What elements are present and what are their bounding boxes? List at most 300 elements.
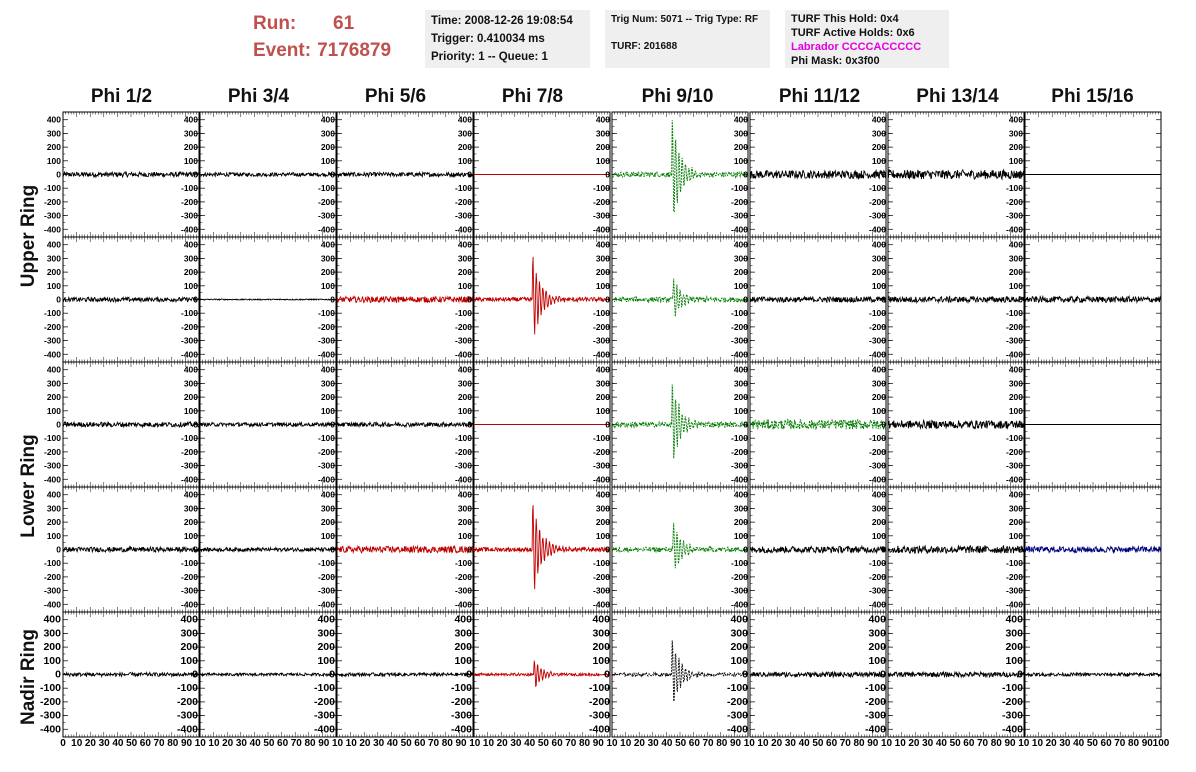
waveform-trace-r0-c0 [63,172,199,177]
y-tick-label: -100 [317,433,335,444]
y-tick-label: 300 [46,378,61,389]
waveform-trace-r3-c3 [474,505,610,589]
y-tick-label: 0 [605,544,610,555]
y-tick-label: 300 [595,253,610,264]
y-tick-label: 300 [183,503,198,514]
y-tick-label: 300 [457,253,472,264]
y-tick-label: 100 [457,405,472,416]
y-tick-label: -200 [43,446,61,457]
y-tick-label: 100 [871,405,886,416]
y-tick-label: 200 [320,267,335,278]
y-tick-label: -200 [39,695,61,708]
y-tick-label: 200 [46,267,61,278]
y-tick-label: 400 [183,114,198,125]
y-tick-label: -200 [176,695,198,708]
waveform-trace-r3-c1 [200,548,336,552]
column-header-phi-9-10: Phi 9/10 [641,86,714,107]
waveform-trace-r1-c6 [888,294,1024,305]
y-tick-label: 400 [871,489,886,500]
y-tick-label: -100 [868,308,886,319]
y-tick-label: 0 [192,668,198,681]
y-tick-label: 100 [46,530,61,541]
y-tick-label: -400 [454,224,472,235]
y-tick-label: -200 [317,446,335,457]
y-tick-label: 300 [46,253,61,264]
y-tick-label: 100 [46,405,61,416]
column-header-phi-13-14: Phi 13/14 [916,86,999,107]
y-tick-label: 400 [183,489,198,500]
y-tick-label: 400 [733,114,748,125]
waveform-trace-r1-c7 [1025,297,1161,303]
y-tick-label: 300 [183,128,198,139]
waveform-trace-r2-c2 [337,422,473,426]
y-tick-label: 300 [871,378,886,389]
y-tick-label: 300 [871,503,886,514]
y-tick-label: -200 [868,321,886,332]
y-tick-label: 200 [1008,392,1023,403]
y-tick-label: -200 [180,196,198,207]
y-tick-label: 0 [743,544,748,555]
y-tick-label: -300 [454,335,472,346]
y-tick-label: 400 [183,364,198,375]
waveform-trace-r3-c0 [63,547,199,552]
y-tick-label: 200 [46,142,61,153]
phi-mask-text: Phi Mask: 0x3f00 [791,55,880,67]
y-tick-label: -200 [868,446,886,457]
y-tick-label: -100 [592,558,610,569]
y-tick-label: -400 [868,474,886,485]
y-tick-label: 300 [733,253,748,264]
y-tick-label: 200 [1008,267,1023,278]
y-tick-label: 0 [193,419,198,430]
y-tick-label: -200 [1005,321,1023,332]
y-tick-label: 200 [183,267,198,278]
y-tick-label: 300 [1008,128,1023,139]
y-tick-label: -300 [317,210,335,221]
y-tick-label: -200 [454,446,472,457]
waveform-trace-r2-c6 [888,420,1024,428]
event-value: 7176879 [317,40,392,61]
y-tick-label: 100 [320,155,335,166]
y-tick-label: -300 [180,585,198,596]
y-tick-label: 300 [180,627,198,640]
y-tick-label: 100 [1008,280,1023,291]
y-tick-label: -100 [180,308,198,319]
y-tick-label: 100 [595,280,610,291]
y-tick-label: 200 [733,142,748,153]
y-tick-label: 400 [320,114,335,125]
y-tick-label: -400 [592,474,610,485]
y-tick-label: 200 [733,392,748,403]
turf-this-hold-text: TURF This Hold: 0x4 [791,13,899,25]
y-tick-label: -100 [180,433,198,444]
y-tick-label: 400 [733,364,748,375]
waveform-trace-r2-c4 [612,385,748,459]
y-tick-label: -400 [1005,474,1023,485]
y-tick-label: -400 [454,474,472,485]
y-tick-label: -300 [176,709,198,722]
waveform-trace-r3-c6 [888,546,1024,554]
y-tick-label: -300 [1005,460,1023,471]
y-tick-label: 100 [1008,405,1023,416]
column-header-phi-5-6: Phi 5/6 [364,86,427,107]
y-tick-label: 300 [871,128,886,139]
y-tick-label: 0 [467,419,472,430]
y-tick-label: -300 [180,335,198,346]
y-tick-label: -100 [868,433,886,444]
priority-text: Priority: 1 -- Queue: 1 [431,51,548,63]
y-tick-label: -100 [43,558,61,569]
y-tick-label: -200 [180,446,198,457]
y-tick-label: 400 [46,489,61,500]
y-tick-label: -200 [592,196,610,207]
y-tick-label: 400 [457,364,472,375]
y-tick-label: -100 [317,558,335,569]
y-tick-label: 300 [1008,503,1023,514]
y-tick-label: -200 [43,571,61,582]
y-tick-label: 0 [1018,419,1023,430]
y-tick-label: -400 [454,599,472,610]
y-tick-label: 0 [1018,544,1023,555]
y-tick-label: 200 [180,641,198,654]
y-tick-label: 400 [871,114,886,125]
y-tick-label: 200 [595,142,610,153]
y-tick-label: 100 [733,405,748,416]
y-tick-label: 200 [457,142,472,153]
y-tick-label: -200 [730,571,748,582]
y-tick-label: -400 [176,723,198,736]
y-tick-label: 400 [43,613,61,626]
y-tick-label: 200 [320,392,335,403]
y-tick-label: 100 [457,530,472,541]
y-tick-label: -400 [43,599,61,610]
y-tick-label: 300 [733,378,748,389]
y-tick-label: 100 [43,654,61,667]
y-tick-label: 0 [56,544,61,555]
y-tick-label: 300 [1008,378,1023,389]
y-tick-label: -200 [592,446,610,457]
y-tick-label: -300 [317,335,335,346]
waveform-trace-r0-c5 [750,171,886,179]
y-tick-label: -300 [730,335,748,346]
y-tick-label: -200 [454,321,472,332]
y-tick-label: 0 [330,544,335,555]
y-tick-label: -300 [868,335,886,346]
y-tick-label: 100 [871,280,886,291]
y-tick-label: -100 [730,558,748,569]
y-tick-label: 400 [595,239,610,250]
y-tick-label: -400 [868,599,886,610]
y-tick-label: 100 [320,405,335,416]
y-tick-label: -300 [317,585,335,596]
y-tick-label: 200 [457,517,472,528]
y-tick-label: 400 [320,364,335,375]
y-tick-label: 300 [43,627,61,640]
y-tick-label: 100 [595,155,610,166]
y-tick-label: -300 [1005,585,1023,596]
y-tick-label: 100 [320,530,335,541]
y-tick-label: -200 [868,571,886,582]
y-tick-label: 0 [1018,294,1023,305]
y-tick-label: 0 [605,169,610,180]
y-tick-label: 100 [183,530,198,541]
y-tick-label: 100 [595,405,610,416]
y-tick-label: 400 [320,239,335,250]
y-tick-label: 100 [871,530,886,541]
y-tick-label: 200 [595,267,610,278]
y-tick-label: -300 [1005,335,1023,346]
y-tick-label: -300 [317,460,335,471]
row-label-nadir-ring: Nadir Ring [18,628,39,726]
row-label-upper-ring: Upper Ring [18,184,39,288]
y-tick-label: 400 [46,239,61,250]
y-tick-label: -300 [1005,210,1023,221]
y-tick-label: 100 [1008,530,1023,541]
y-tick-label: -300 [454,210,472,221]
y-tick-label: -400 [180,599,198,610]
waveform-trace-r1-c3 [474,257,610,335]
y-tick-label: -400 [43,474,61,485]
y-tick-label: 0 [56,419,61,430]
y-tick-label: 200 [1008,142,1023,153]
row-label-lower-ring: Lower Ring [18,434,39,538]
labrador-text: Labrador CCCCACCCCC [791,41,922,53]
y-tick-label: -400 [592,599,610,610]
y-tick-label: 0 [467,544,472,555]
y-tick-label: 400 [871,239,886,250]
y-tick-label: -300 [454,585,472,596]
y-tick-label: 200 [871,142,886,153]
y-tick-label: 300 [733,503,748,514]
y-tick-label: -100 [868,558,886,569]
y-tick-label: 400 [1008,489,1023,500]
waveform-trace-r2-c5 [750,420,886,430]
y-tick-label: 300 [46,503,61,514]
y-tick-label: 400 [1008,114,1023,125]
y-tick-label: 0 [193,169,198,180]
y-tick-label: 0 [467,294,472,305]
y-tick-label: 0 [881,419,886,430]
turf-text: TURF: 201688 [611,41,678,52]
y-tick-label: 400 [733,489,748,500]
y-tick-label: 400 [595,489,610,500]
y-tick-label: 100 [457,280,472,291]
y-tick-label: -300 [730,585,748,596]
y-tick-label: 300 [320,253,335,264]
y-tick-label: -400 [317,474,335,485]
y-tick-label: -200 [592,571,610,582]
y-tick-label: -100 [592,183,610,194]
y-tick-label: 0 [467,169,472,180]
y-tick-label: 300 [457,128,472,139]
y-tick-label: 100 [595,530,610,541]
y-tick-label: 0 [605,419,610,430]
y-tick-label: 0 [881,294,886,305]
y-tick-label: 100 [180,654,198,667]
trig-num-text: Trig Num: 5071 -- Trig Type: RF [611,14,759,25]
y-tick-label: -400 [868,224,886,235]
y-tick-label: -200 [454,196,472,207]
y-tick-label: 0 [1018,169,1023,180]
y-tick-label: 200 [46,517,61,528]
y-tick-label: -400 [730,224,748,235]
waveform-trace-r3-c4 [612,523,748,568]
y-tick-label: -400 [730,599,748,610]
y-tick-label: 300 [595,378,610,389]
y-tick-label: 300 [457,378,472,389]
y-tick-label: -200 [868,196,886,207]
run-label: Run: [253,13,297,34]
y-tick-label: 400 [871,364,886,375]
y-tick-label: 200 [183,142,198,153]
column-header-phi-1-2: Phi 1/2 [90,86,153,107]
y-tick-label: -100 [180,183,198,194]
y-tick-label: -100 [1005,183,1023,194]
waveform-trace-r3-c5 [750,546,886,553]
y-tick-label: -100 [39,682,61,695]
y-tick-label: 200 [871,267,886,278]
y-tick-label: 300 [1008,253,1023,264]
y-tick-label: 0 [881,544,886,555]
y-tick-label: 400 [733,239,748,250]
y-tick-label: 400 [183,239,198,250]
column-header-phi-3-4: Phi 3/4 [227,86,290,107]
y-tick-label: -300 [592,585,610,596]
y-tick-label: -200 [180,321,198,332]
y-tick-label: 0 [330,169,335,180]
y-tick-label: 0 [56,294,61,305]
y-tick-label: 300 [733,128,748,139]
y-tick-label: 0 [605,294,610,305]
y-tick-label: -100 [1005,558,1023,569]
y-tick-label: -400 [1005,224,1023,235]
y-tick-label: -200 [454,571,472,582]
y-tick-label: -100 [592,433,610,444]
y-tick-label: -200 [730,446,748,457]
y-tick-label: 0 [743,419,748,430]
y-tick-label: -100 [176,682,198,695]
y-tick-label: -200 [317,321,335,332]
y-tick-label: -100 [730,183,748,194]
y-tick-label: 400 [46,364,61,375]
y-tick-label: -100 [43,183,61,194]
y-tick-label: -200 [730,321,748,332]
y-tick-label: 400 [1008,364,1023,375]
y-tick-label: -300 [592,460,610,471]
y-tick-label: 400 [320,489,335,500]
y-tick-label: 100 [733,280,748,291]
column-header-phi-15-16: Phi 15/16 [1051,86,1134,107]
y-tick-label: 100 [46,155,61,166]
y-tick-label: 0 [55,668,61,681]
y-tick-label: 0 [56,169,61,180]
waveform-trace-r2-c1 [200,423,336,427]
y-tick-label: 300 [320,503,335,514]
y-tick-label: 0 [330,419,335,430]
y-tick-label: -400 [39,723,61,736]
waveform-trace-r1-c5 [750,297,886,302]
y-tick-label: 200 [43,641,61,654]
y-tick-label: -400 [180,474,198,485]
y-tick-label: 300 [183,378,198,389]
y-tick-label: -400 [43,224,61,235]
y-tick-label: -300 [43,335,61,346]
waveform-trace-r0-c1 [200,173,336,177]
turf-active-holds-text: TURF Active Holds: 0x6 [791,27,915,39]
y-tick-label: -300 [43,585,61,596]
y-tick-label: -400 [317,224,335,235]
y-tick-label: 0 [743,294,748,305]
y-tick-label: 200 [595,392,610,403]
y-tick-label: -400 [180,349,198,360]
y-tick-label: -200 [592,321,610,332]
waveform-trace-r0-c2 [337,172,473,176]
y-tick-label: -200 [730,196,748,207]
y-tick-label: 300 [46,128,61,139]
y-tick-label: -300 [868,210,886,221]
y-tick-label: 300 [595,503,610,514]
y-tick-label: -300 [592,335,610,346]
y-tick-label: -100 [1005,433,1023,444]
run-value: 61 [333,13,355,34]
y-tick-label: 200 [183,517,198,528]
y-tick-label: -100 [592,308,610,319]
y-tick-label: -400 [592,349,610,360]
y-tick-label: -400 [317,349,335,360]
y-tick-label: 200 [183,392,198,403]
y-tick-label: 100 [320,280,335,291]
y-tick-label: -200 [43,196,61,207]
y-tick-label: -100 [868,183,886,194]
y-tick-label: 200 [1008,517,1023,528]
y-tick-label: 300 [595,128,610,139]
y-tick-label: 100 [871,155,886,166]
y-tick-label: -100 [317,183,335,194]
y-tick-label: -400 [730,474,748,485]
y-tick-label: 200 [871,517,886,528]
y-tick-label: 400 [1008,239,1023,250]
y-tick-label: -300 [454,460,472,471]
y-tick-label: 400 [457,489,472,500]
y-tick-label: 400 [457,114,472,125]
y-tick-label: -300 [39,709,61,722]
y-tick-label: -100 [43,308,61,319]
y-tick-label: -300 [592,210,610,221]
y-tick-label: 200 [733,267,748,278]
y-tick-label: 0 [193,544,198,555]
y-tick-label: -100 [180,558,198,569]
y-tick-label: -400 [592,224,610,235]
y-tick-label: -200 [1005,571,1023,582]
y-tick-label: -100 [454,183,472,194]
y-tick-label: 100 [46,280,61,291]
y-tick-label: -400 [1005,599,1023,610]
y-tick-label: 100 [183,280,198,291]
y-tick-label: 200 [457,267,472,278]
y-tick-label: -200 [1005,446,1023,457]
y-tick-label: 300 [320,128,335,139]
time-text: Time: 2008-12-26 19:08:54 [431,15,573,27]
y-tick-label: 200 [320,517,335,528]
y-tick-label: 300 [457,503,472,514]
y-tick-label: -300 [868,585,886,596]
waveform-trace-r3-c2 [337,546,473,553]
y-tick-label: 200 [595,517,610,528]
waveform-trace-r1-c1 [200,299,336,300]
y-tick-label: -200 [180,571,198,582]
y-tick-label: -300 [43,210,61,221]
y-tick-label: -100 [454,433,472,444]
